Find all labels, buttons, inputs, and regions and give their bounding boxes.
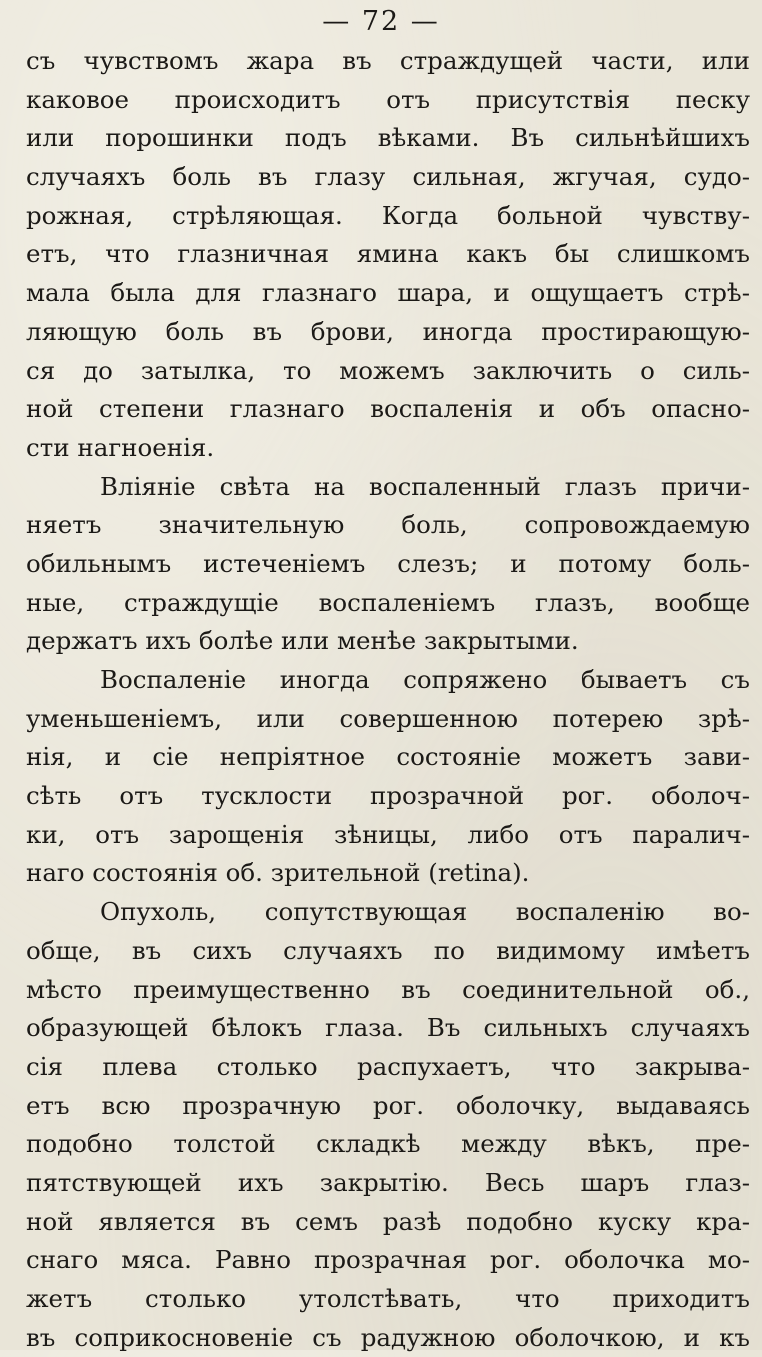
paragraph-start-line: Воспаленіе иногда сопряжено бываетъ съ	[100, 665, 750, 694]
text-line: пятствующей ихъ закрытію. Весь шаръ глаз-	[26, 1167, 750, 1197]
text-line: ной степени глазнаго воспаленія и объ опасно-	[26, 394, 750, 424]
paragraph-end-line: наго состоянія об. зрительной (retina).	[26, 858, 530, 888]
paragraph-end-line: сти нагноенія.	[26, 432, 215, 462]
text-line: ки, отъ зарощенія зѣницы, либо отъ паралич-	[26, 819, 750, 849]
text-line: образующей бѣлокъ глаза. Въ сильныхъ случаяхъ	[26, 1013, 750, 1043]
text-line: сѣть отъ тусклости прозрачной рог. оболоч-	[26, 781, 750, 811]
text-line: рожная, стрѣляющая. Когда больной чувству-	[26, 200, 750, 230]
text-line: подобно толстой складкѣ между вѣкъ, пре-	[26, 1129, 750, 1159]
text-line: мала была для глазнаго шара, и ощущаетъ стрѣ-	[26, 278, 750, 308]
text-line: или порошинки подъ вѣками. Въ сильнѣйшихъ	[26, 123, 750, 153]
text-line: жетъ столько утолстѣвать, что приходитъ	[26, 1284, 750, 1313]
text-line: етъ всю прозрачную рог. оболочку, выдаваясь	[26, 1090, 750, 1120]
text-line: снаго мяса. Равно прозрачная рог. оболочка мо-	[26, 1245, 750, 1275]
text-line: въ соприкосновеніе съ радужною оболочкою, и къ	[26, 1322, 750, 1352]
text-line: уменьшеніемъ, или совершенною потерею зрѣ-	[26, 703, 750, 733]
paragraph-start-line: Вліяніе свѣта на воспаленный глазъ причи-	[100, 471, 750, 501]
page-number: — 72 —	[322, 6, 440, 37]
text-line: съ чувствомъ жара въ страждущей части, или	[26, 46, 750, 75]
text-line: случаяхъ боль въ глазу сильная, жгучая, судо-	[26, 162, 750, 192]
text-line: обще, въ сихъ случаяхъ по видимому имѣетъ	[26, 935, 750, 965]
text-line: етъ, что глазничная ямина какъ бы слишкомъ	[26, 239, 750, 269]
text-line: сія плева столько распухаетъ, что закрыва-	[26, 1051, 750, 1081]
text-line: ные, страждущіе воспаленіемъ глазъ, вообще	[26, 587, 750, 617]
paragraph-end-line: держатъ ихъ болѣе или менѣе закрытыми.	[26, 626, 579, 656]
paragraph-start-line: Опухоль, сопутствующая воспаленію во-	[100, 897, 750, 927]
text-line: мѣсто преимущественно въ соединительной об.,	[26, 974, 750, 1004]
text-line: каковое происходитъ отъ присутствія песку	[26, 84, 750, 114]
text-line: ной является въ семъ разѣ подобно куску кра-	[26, 1206, 750, 1236]
text-line: нія, и сіе непріятное состояніе можетъ зави-	[26, 742, 750, 772]
text-line: ляющую боль въ брови, иногда простирающую-	[26, 316, 750, 346]
text-line: няетъ значительную боль, сопровождаемую	[26, 510, 750, 540]
body-text	[26, 42, 750, 1357]
text-line: ся до затылка, то можемъ заключить о силь-	[26, 355, 750, 385]
text-line: обильнымъ истеченіемъ слезъ; и потому боль-	[26, 548, 750, 578]
